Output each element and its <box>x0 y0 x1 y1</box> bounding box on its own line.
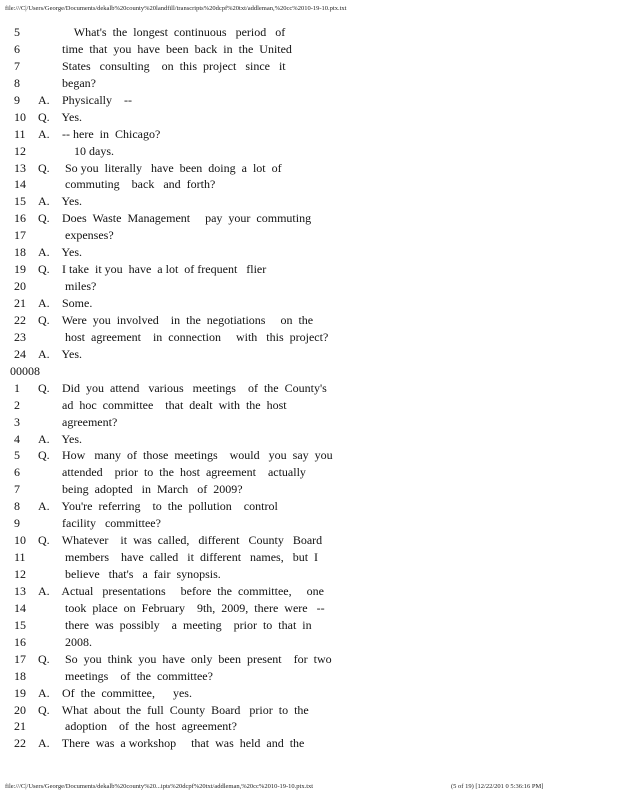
speaker-label: A. <box>38 126 50 141</box>
line-text: Actual presentations before the committee, one <box>56 583 324 598</box>
line-number: 11 <box>14 126 26 141</box>
line-text: there was possibly a meeting prior to that in <box>56 617 312 632</box>
speaker-label: Q. <box>38 448 50 463</box>
line-text: adoption of the host agreement? <box>56 719 237 734</box>
line-number: 4 <box>14 431 20 446</box>
speaker-label: A. <box>38 685 50 700</box>
transcript-line <box>6 617 606 634</box>
line-text: agreement? <box>56 414 118 429</box>
line-number: 11 <box>14 550 26 565</box>
line-text: host agreement in connection with this project? <box>56 329 329 344</box>
speaker-label: A. <box>38 583 50 598</box>
transcript-line <box>6 447 606 464</box>
line-text: began? <box>56 75 96 90</box>
line-text: miles? <box>56 279 97 294</box>
line-number: 8 <box>14 499 20 514</box>
transcript-line <box>6 735 606 752</box>
speaker-label: Q. <box>38 109 50 124</box>
line-text: commuting back and forth? <box>56 177 216 192</box>
speaker-label: A. <box>38 499 50 514</box>
page-number-marker <box>6 363 606 380</box>
line-number: 17 <box>14 651 26 666</box>
transcript-line <box>6 244 606 261</box>
line-number: 17 <box>14 228 26 243</box>
transcript-line <box>6 498 606 515</box>
speaker-label: Q. <box>38 262 50 277</box>
line-number: 15 <box>14 617 26 632</box>
line-number: 9 <box>14 516 20 531</box>
line-text: So you literally have been doing a lot of <box>56 160 282 175</box>
line-number: 15 <box>14 194 26 209</box>
line-text: attended prior to the host agreement actually <box>56 465 306 480</box>
line-text: Whatever it was called, different County Board <box>56 533 323 548</box>
transcript-line <box>6 295 606 312</box>
speaker-label: A. <box>38 92 50 107</box>
transcript-line <box>6 532 606 549</box>
transcript-line <box>6 414 606 431</box>
transcript-line <box>6 651 606 668</box>
line-text: Yes. <box>56 346 83 361</box>
transcript-line <box>6 397 606 414</box>
line-number: 5 <box>14 448 20 463</box>
line-number: 7 <box>14 482 20 497</box>
speaker-label: Q. <box>38 702 50 717</box>
line-number: 1 <box>14 380 20 395</box>
line-number: 20 <box>14 702 26 717</box>
line-number: 20 <box>14 279 26 294</box>
line-text: believe that's a fair synopsis. <box>56 567 221 581</box>
line-text: ad hoc committee that dealt with the host <box>56 397 287 412</box>
transcript-line <box>6 92 606 109</box>
line-number: 22 <box>14 736 26 751</box>
line-text: Yes. <box>56 109 83 124</box>
line-number: 21 <box>14 296 26 310</box>
transcript-line <box>6 261 606 278</box>
transcript-line <box>6 312 606 329</box>
transcript-page-8 <box>6 380 606 753</box>
speaker-label: Q. <box>38 380 50 395</box>
transcript-line <box>6 278 606 295</box>
line-number: 6 <box>14 41 20 56</box>
page-marker-text: 00008 <box>10 363 40 378</box>
transcript-page-7 <box>6 24 606 363</box>
line-text: How many of those meetings would you say you <box>56 448 333 463</box>
transcript-line <box>6 329 606 346</box>
line-text: So you think you have only been present for two <box>56 651 332 666</box>
speaker-label: A. <box>38 431 50 446</box>
transcript-line <box>6 515 606 532</box>
transcript-line <box>6 41 606 58</box>
line-number: 5 <box>14 25 20 39</box>
line-text: facility committee? <box>56 516 161 531</box>
transcript-line <box>6 431 606 448</box>
transcript-line <box>6 193 606 210</box>
line-text: 2008. <box>56 634 92 649</box>
transcript-line <box>6 668 606 685</box>
speaker-label: A. <box>38 245 50 260</box>
line-text: Yes. <box>56 245 83 260</box>
footer-file-path: file:///C|/Users/George/Documents/dekalb%20county%20...ipts%20dcpf%20txt/addleman,%20cc%2010-19-10.ptx.txt <box>5 783 314 790</box>
line-text: time that you have been back in the United <box>56 41 292 56</box>
line-text: Some. <box>56 296 93 310</box>
line-number: 6 <box>14 465 20 480</box>
line-number: 2 <box>14 397 20 412</box>
speaker-label: Q. <box>38 160 50 175</box>
speaker-label: Q. <box>38 312 50 327</box>
transcript-line <box>6 160 606 177</box>
transcript-line <box>6 634 606 651</box>
transcript-line <box>6 685 606 702</box>
transcript-line <box>6 58 606 75</box>
transcript-line <box>6 24 606 41</box>
line-text: What about the full County Board prior to the <box>56 702 309 717</box>
transcript-line <box>6 176 606 193</box>
transcript-line <box>6 75 606 92</box>
transcript-line <box>6 718 606 735</box>
line-text: Does Waste Management pay your commuting <box>56 211 312 226</box>
line-number: 12 <box>14 143 26 158</box>
line-number: 18 <box>14 245 26 260</box>
speaker-label: Q. <box>38 533 50 548</box>
speaker-label: A. <box>38 296 50 310</box>
line-number: 24 <box>14 346 26 361</box>
line-number: 10 <box>14 109 26 124</box>
line-number: 7 <box>14 58 20 73</box>
line-text: There was a workshop that was held and the <box>56 736 305 751</box>
line-number: 16 <box>14 211 26 226</box>
line-number: 14 <box>14 600 26 615</box>
speaker-label: A. <box>38 346 50 361</box>
transcript-line <box>6 583 606 600</box>
line-text: Yes. <box>56 194 83 209</box>
transcript-line <box>6 481 606 498</box>
line-number: 9 <box>14 92 20 107</box>
transcript-line <box>6 702 606 719</box>
line-number: 21 <box>14 719 26 734</box>
transcript-line <box>6 143 606 160</box>
transcript-line <box>6 464 606 481</box>
transcript-line <box>6 210 606 227</box>
file-path-header: file:///C|/Users/George/Documents/dekalb%20county%20landfill/transcripts%20dcpf%20txt/addleman,%20cc%2010-19-10.ptx.txt <box>5 5 347 12</box>
line-text: Physically -- <box>56 92 132 107</box>
line-number: 22 <box>14 312 26 327</box>
line-text: You're referring to the pollution control <box>56 499 278 514</box>
transcript-line <box>6 227 606 244</box>
line-number: 8 <box>14 75 20 90</box>
line-text: expenses? <box>56 228 114 243</box>
line-number: 14 <box>14 177 26 192</box>
transcript-line <box>6 549 606 566</box>
line-number: 3 <box>14 414 20 429</box>
line-text: 10 days. <box>56 143 114 158</box>
transcript-line <box>6 109 606 126</box>
transcript-line <box>6 346 606 363</box>
line-number: 23 <box>14 329 26 344</box>
line-text: being adopted in March of 2009? <box>56 482 243 497</box>
line-number: 16 <box>14 634 26 649</box>
line-number: 19 <box>14 262 26 277</box>
speaker-label: A. <box>38 736 50 751</box>
line-text: took place on February 9th, 2009, there were -- <box>56 600 325 615</box>
line-number: 13 <box>14 160 26 175</box>
transcript-line <box>6 126 606 143</box>
line-text: meetings of the committee? <box>56 668 213 683</box>
transcript-line <box>6 380 606 397</box>
line-text: What's the longest continuous period of <box>56 25 286 39</box>
line-text: I take it you have a lot of frequent flier <box>56 262 267 277</box>
line-text: Did you attend various meetings of the County's <box>56 380 327 395</box>
line-text: -- here in Chicago? <box>56 126 161 141</box>
line-number: 12 <box>14 567 26 581</box>
line-text: Yes. <box>56 431 83 446</box>
line-text: Were you involved in the negotiations on the <box>56 312 314 327</box>
line-number: 19 <box>14 685 26 700</box>
footer-page-info: (5 of 19) [12/22/201 0 5:36:16 PM] <box>451 783 544 790</box>
speaker-label: Q. <box>38 651 50 666</box>
transcript-body <box>6 24 606 752</box>
line-number: 10 <box>14 533 26 548</box>
transcript-line <box>6 600 606 617</box>
line-number: 13 <box>14 583 26 598</box>
transcript-line <box>6 566 606 583</box>
line-number: 18 <box>14 668 26 683</box>
line-text: States consulting on this project since it <box>56 58 286 73</box>
line-text: members have called it different names, but I <box>56 550 319 565</box>
speaker-label: Q. <box>38 211 50 226</box>
speaker-label: A. <box>38 194 50 209</box>
line-text: Of the committee, yes. <box>56 685 192 700</box>
